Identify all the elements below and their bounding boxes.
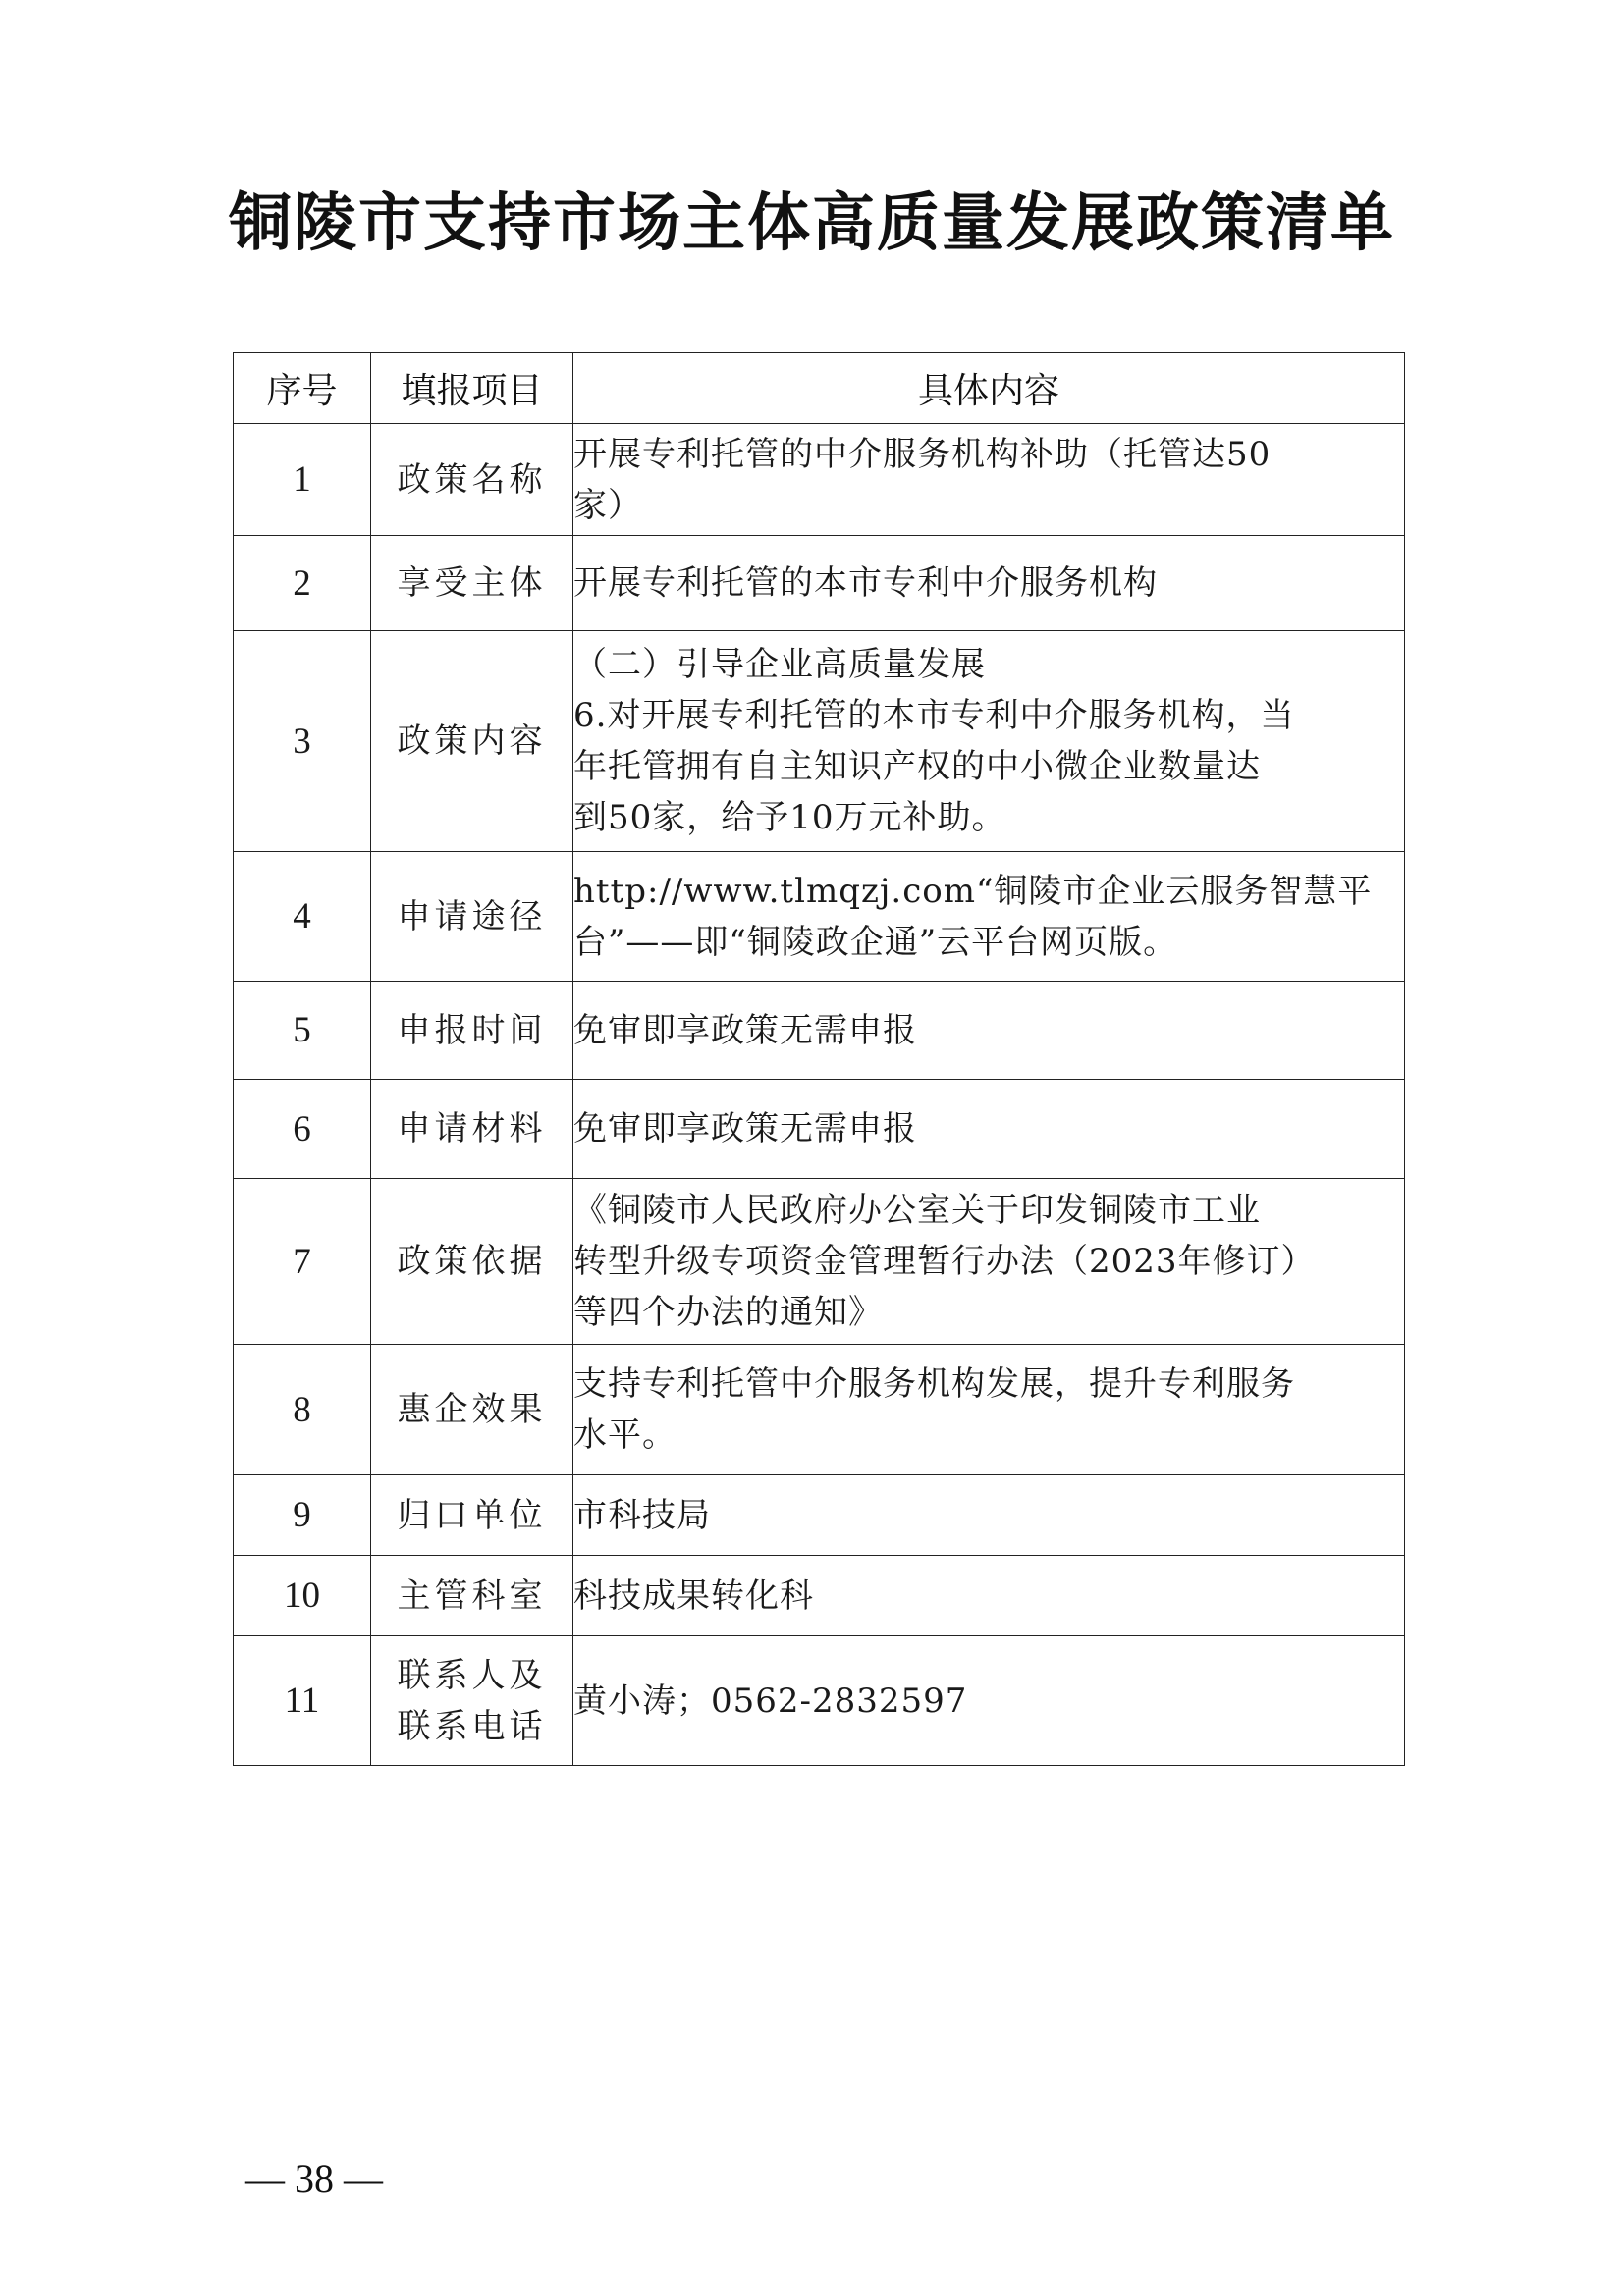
row-item: 政策依据	[371, 1179, 573, 1345]
content-line: 到50家，给予10万元补助。	[573, 798, 1006, 837]
content-line: 免审即享政策无需申报	[573, 1109, 917, 1148]
content-line: 开展专利托管的中介服务机构补助（托管达50	[573, 434, 1272, 474]
row-number: 2	[234, 536, 371, 631]
row-item: 申请途径	[371, 852, 573, 982]
content-line: 6.对开展专利托管的本市专利中介服务机构，当	[573, 696, 1295, 735]
content-line: 科技成果转化科	[573, 1575, 814, 1616]
content-line: 《铜陵市人民政府办公室关于印发铜陵市工业	[573, 1191, 1261, 1230]
row-number: 3	[234, 631, 371, 852]
table-row	[234, 424, 1405, 536]
row-number: 8	[234, 1345, 371, 1475]
row-item	[371, 1636, 573, 1766]
policy-table	[233, 352, 1405, 1766]
row-number: 5	[234, 982, 371, 1080]
row-number: 9	[234, 1475, 371, 1556]
row-item: 主管科室	[371, 1556, 573, 1636]
content-line: （二）引导企业高质量发展	[573, 645, 986, 684]
content-line: 等四个办法的通知》	[573, 1293, 883, 1332]
table-row	[234, 1556, 1405, 1636]
content-line: 水平。	[573, 1415, 677, 1455]
table-row	[234, 1179, 1405, 1345]
row-number: 4	[234, 852, 371, 982]
row-number: 6	[234, 1080, 371, 1179]
table-row	[234, 852, 1405, 982]
content-line: 家）	[573, 485, 642, 525]
row-number: 11	[234, 1636, 371, 1766]
page-number: — 38 —	[245, 2157, 383, 2201]
row-item: 政策内容	[371, 631, 573, 852]
header-item: 填报项目	[371, 353, 573, 424]
table-row	[234, 982, 1405, 1080]
row-number: 10	[234, 1556, 371, 1636]
content-line: 转型升级专项资金管理暂行办法（2023年修订）	[573, 1242, 1316, 1281]
table-row	[234, 536, 1405, 631]
document-title: 铜陵市支持市场主体高质量发展政策清单	[229, 187, 1395, 260]
row-content	[573, 631, 1405, 852]
row-item: 申报时间	[371, 982, 573, 1080]
table-header-row	[234, 353, 1405, 424]
content-line: http://www.tlmqzj.com“铜陵市企业云服务智慧平	[573, 871, 1373, 911]
row-content	[573, 1556, 1405, 1636]
content-line: 免审即享政策无需申报	[573, 1010, 917, 1050]
content-line: 年托管拥有自主知识产权的中小微企业数量达	[573, 747, 1261, 786]
content-line: 市科技局	[573, 1495, 711, 1535]
table-row	[234, 1475, 1405, 1556]
header-content: 具体内容	[573, 353, 1405, 424]
content-line: 台”——即“铜陵政企通”云平台网页版。	[573, 922, 1178, 962]
row-content	[573, 1475, 1405, 1556]
row-item: 政策名称	[371, 424, 573, 536]
row-content	[573, 1636, 1405, 1766]
row-content	[573, 852, 1405, 982]
row-content	[573, 1179, 1405, 1345]
row-item: 惠企效果	[371, 1345, 573, 1475]
row-content	[573, 1080, 1405, 1179]
row-item: 享受主体	[371, 536, 573, 631]
row-content	[573, 982, 1405, 1080]
item-line: 联系电话	[397, 1706, 547, 1746]
row-number: 1	[234, 424, 371, 536]
row-content	[573, 424, 1405, 536]
row-item: 归口单位	[371, 1475, 573, 1556]
item-line: 联系人及	[397, 1655, 547, 1695]
table-row	[234, 1080, 1405, 1179]
row-content	[573, 1345, 1405, 1475]
table-row	[234, 1345, 1405, 1475]
row-number: 7	[234, 1179, 371, 1345]
table-row	[234, 631, 1405, 852]
header-serial-number: 序号	[234, 353, 371, 424]
row-item: 申请材料	[371, 1080, 573, 1179]
content-line: 黄小涛；0562-2832597	[573, 1681, 968, 1721]
table-row	[234, 1636, 1405, 1766]
row-content	[573, 536, 1405, 631]
content-line: 支持专利托管中介服务机构发展，提升专利服务	[573, 1364, 1295, 1404]
content-line: 开展专利托管的本市专利中介服务机构	[573, 563, 1158, 603]
